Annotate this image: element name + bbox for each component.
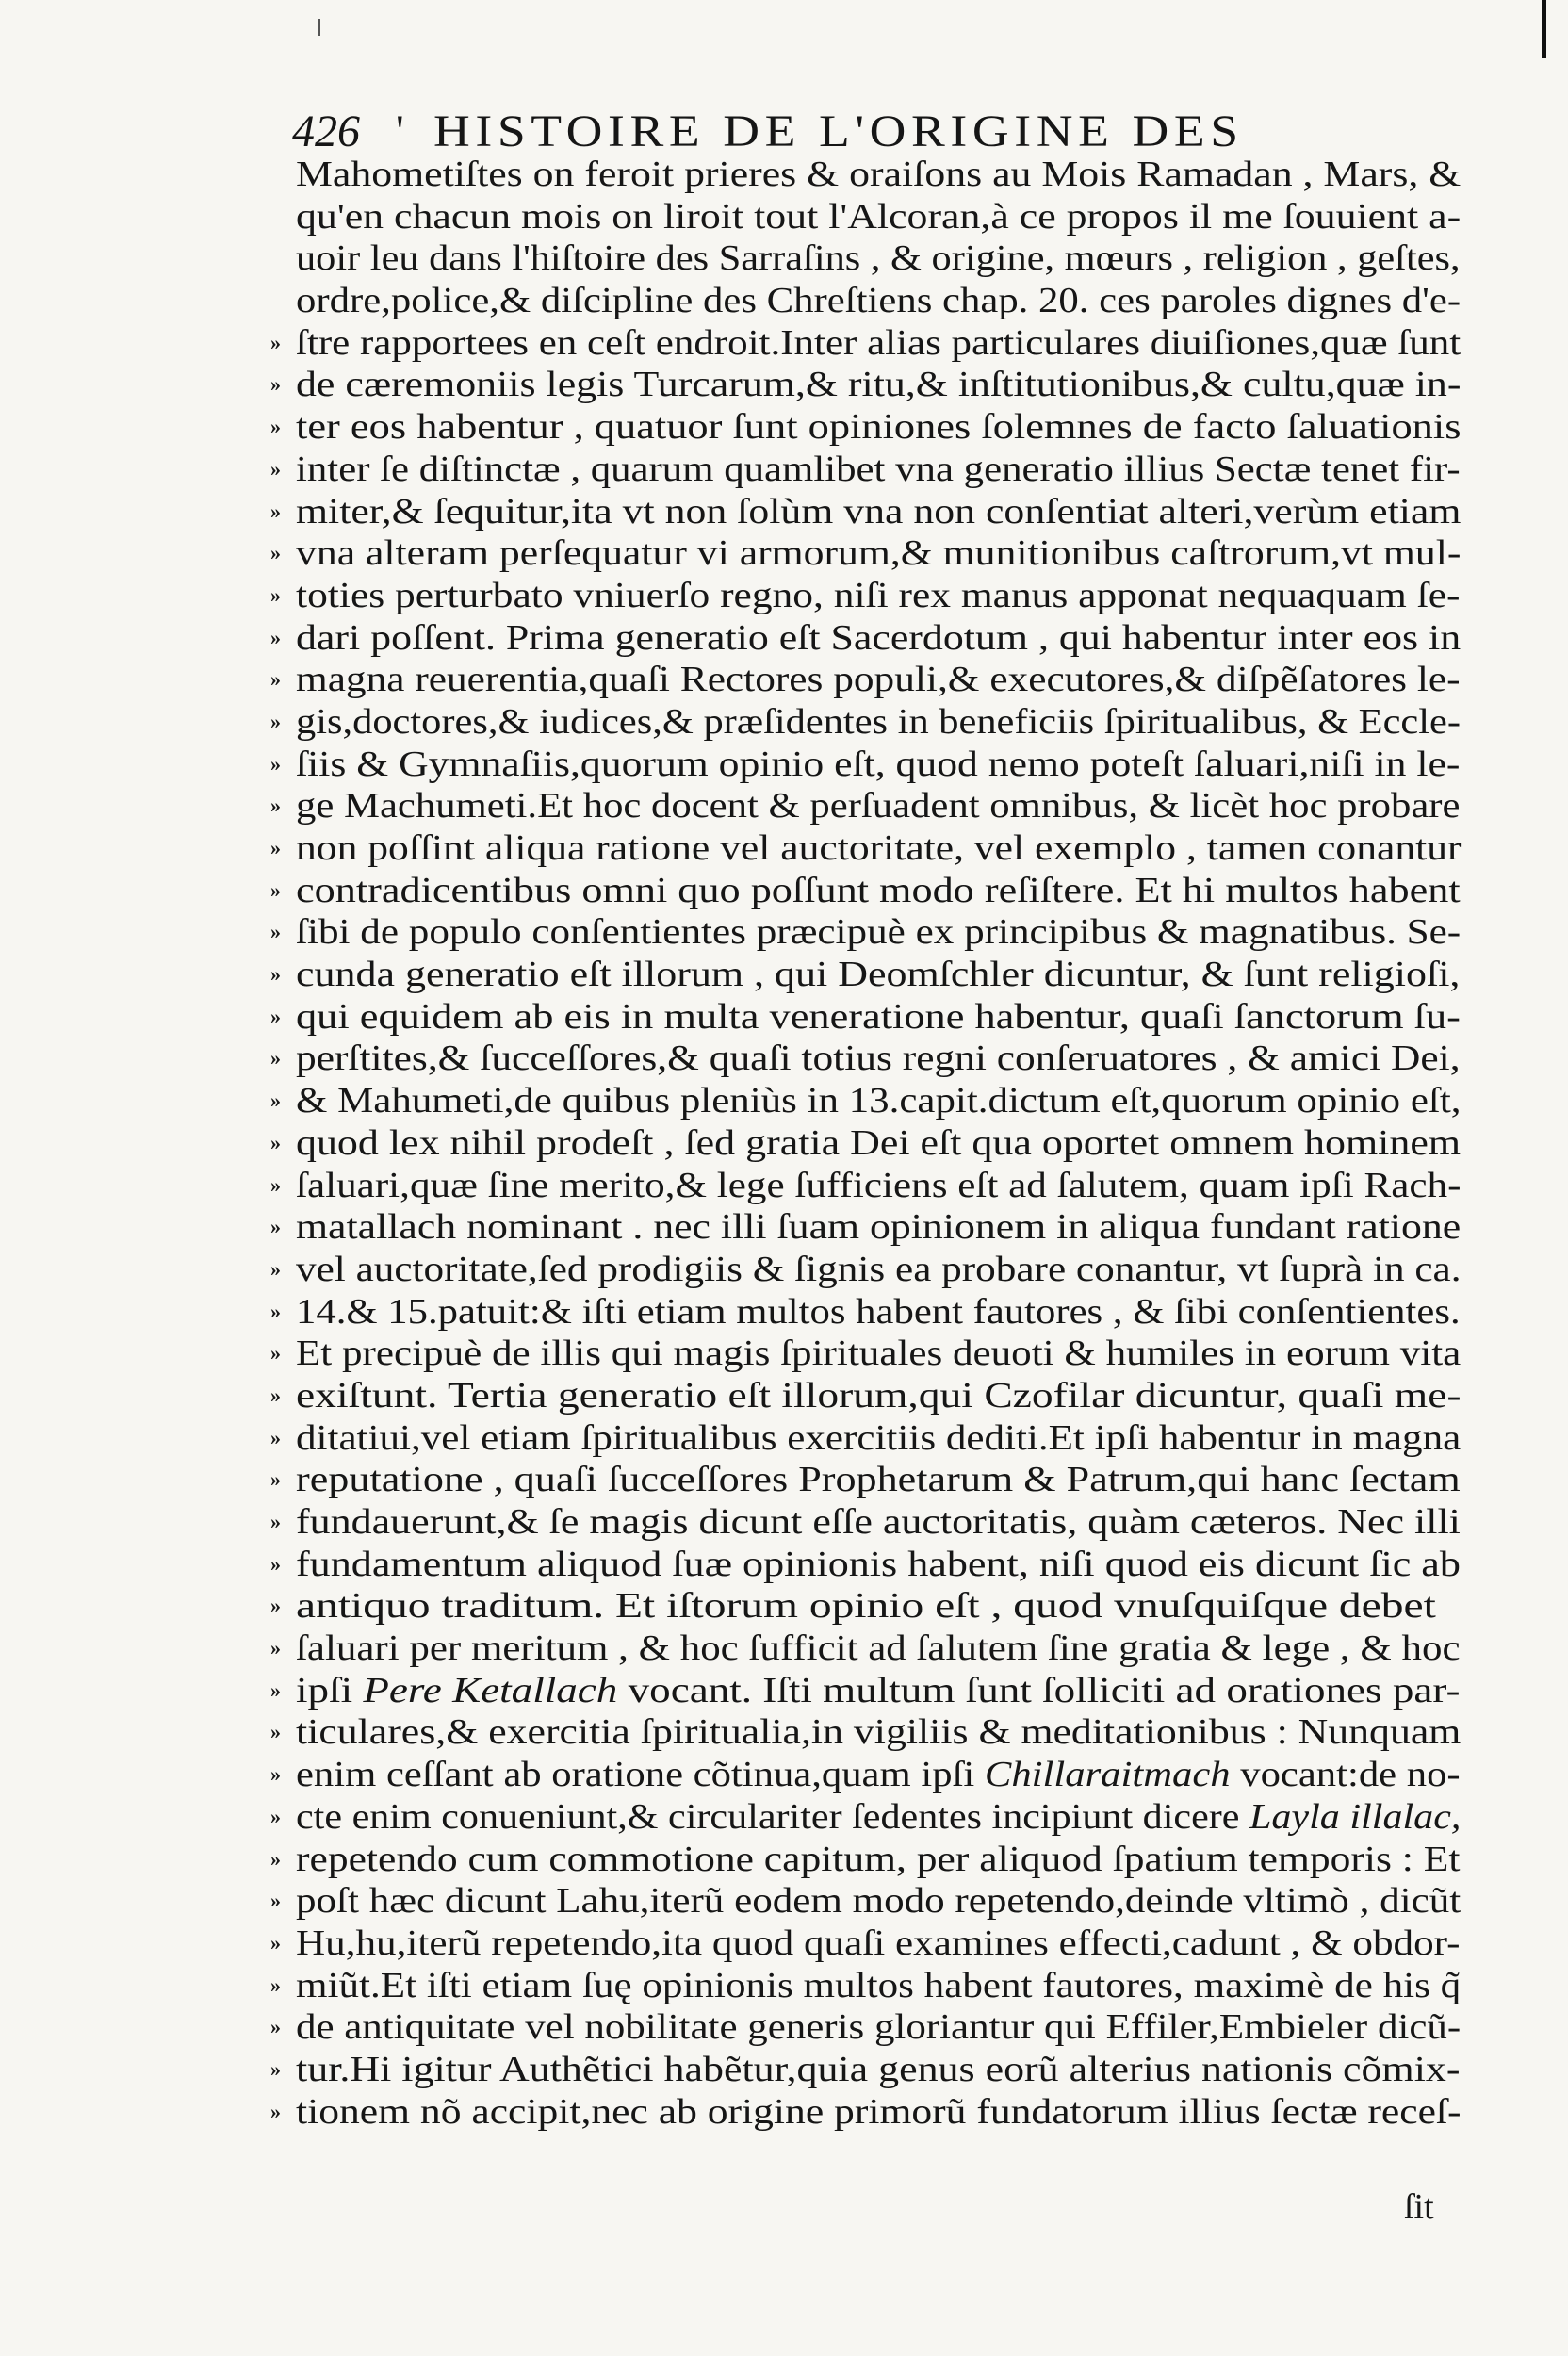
line-text (296, 1291, 1461, 1333)
page-edge-tick (318, 19, 320, 36)
quote-marker: » (270, 920, 281, 944)
line-text (296, 785, 1460, 827)
text-line (270, 364, 1462, 406)
quote-marker: » (270, 877, 281, 902)
quote-marker: » (270, 709, 281, 733)
text-run: ter eos habentur , quatuor ſunt opiniones ſolemnes de facto ſaluationis (296, 407, 1462, 448)
text-run: Mahometiſtes on feroit prieres & oraiſons au Mois Ramadan , Mars, & (296, 155, 1462, 194)
line-text (296, 237, 1461, 280)
text-run: quod lex nihil prodeſt , ſed gratia Dei eſt qua oportet omnem hominem (296, 1122, 1462, 1163)
text-run: repetendo cum commotione capitum, per aliquod ſpatium temporis : Et (296, 1839, 1461, 1879)
text-line (270, 1375, 1462, 1417)
line-text (296, 280, 1461, 322)
text-line (270, 491, 1462, 533)
text-line (270, 322, 1462, 365)
text-run: Et precipuè de illis qui magis ſpirituales deuoti & humiles in eorum vita (296, 1333, 1462, 1374)
quote-marker: » (270, 2015, 281, 2039)
text-run: ſibi de populo conſentientes præcipuè ex principibus & magnatibus. Se- (296, 912, 1462, 953)
text-run: qui equidem ab eis in multa veneratione habentur, quaſi ſanctorum ſu- (296, 996, 1461, 1037)
line-text (296, 1670, 1461, 1712)
line-text (296, 996, 1461, 1039)
quote-marker: » (270, 1467, 281, 1492)
quote-marker: » (270, 2056, 281, 2081)
text-line (270, 1122, 1462, 1165)
text-run: non poſſint aliqua ratione vel auctoritate, vel exemplo , tamen conantur (296, 828, 1462, 868)
page-edge-mark (1542, 0, 1546, 58)
text-line (283, 196, 1461, 238)
quote-marker: » (270, 1594, 281, 1618)
text-line (270, 449, 1461, 491)
line-text (296, 954, 1460, 996)
text-line (270, 1080, 1462, 1122)
text-run: poſt hæc dicunt Lahu,iterũ eodem modo repetendo,deinde vltimò , dicũt (296, 1881, 1462, 1922)
text-run: reputatione , quaſi ſucceſſores Prophetarum & Patrum,qui hanc ſectam (296, 1460, 1461, 1500)
text-run: exiſtunt. Tertia generatio eſt illorum,qui Czofilar dicuntur, quaſi me- (296, 1375, 1462, 1415)
quote-marker: » (270, 1299, 281, 1323)
text-line (270, 1291, 1461, 1333)
quote-marker: » (270, 751, 281, 776)
quote-marker: » (270, 625, 281, 649)
text-line (283, 237, 1461, 280)
text-run: matallach nominant . nec illi ſuam opinionem in aliqua fundant ratione (296, 1207, 1462, 1248)
quote-marker: » (270, 1256, 281, 1281)
text-line (270, 1796, 1462, 1839)
header-separator: ' (396, 106, 404, 156)
text-line (270, 1206, 1462, 1249)
line-text (296, 196, 1461, 238)
text-run: tur.Hi igitur Authẽtici habẽtur,quia genus eorũ alterius nationis cõmix- (296, 2049, 1461, 2089)
text-run: ticulares,& exercitia ſpiritualia,in vigiliis & meditationibus : Nunquam (296, 1712, 1462, 1753)
quote-marker: » (270, 372, 281, 397)
running-title: HISTOIRE DE L'ORIGINE DES (433, 106, 1244, 156)
text-run: cte enim conueniunt,& circulariter ſedentes incipiunt dicere (296, 1796, 1250, 1837)
quote-marker: » (270, 1720, 281, 1744)
line-text (296, 1080, 1462, 1122)
text-line (270, 1544, 1461, 1586)
quote-marker: » (270, 415, 281, 439)
text-run: ge Machumeti.Et hoc docent & perſuadent omnibus, & licèt hoc probare (296, 786, 1461, 826)
text-line (270, 1628, 1461, 1670)
text-run: magna reuerentia,quaſi Rectores populi,& executores,& diſpẽſatores le- (296, 660, 1461, 700)
text-line (270, 1711, 1462, 1754)
text-run: ſiis & Gymnaſiis,quorum opinio eſt, quod nemo poteſt ſaluari,niſi in le- (296, 744, 1461, 784)
text-line (283, 280, 1461, 322)
quote-marker: » (270, 2099, 281, 2123)
line-text (296, 1922, 1461, 1965)
line-text (296, 532, 1461, 575)
quote-marker: » (270, 1004, 281, 1028)
quote-marker: » (270, 1972, 281, 1997)
line-text (296, 870, 1461, 912)
line-text (296, 1206, 1461, 1249)
text-run: ditatiui,vel etiam ſpiritualibus exercitiis dediti.Et ipſi habentur in magna (296, 1417, 1462, 1458)
line-text (296, 659, 1461, 701)
line-text (296, 449, 1461, 491)
text-line (270, 1880, 1462, 1922)
text-run: enim ceſſant ab oratione cõtinua,quam ipſi (296, 1755, 985, 1795)
text-line (270, 701, 1462, 744)
line-text (296, 1754, 1461, 1796)
line-text (296, 1585, 1436, 1628)
text-run: tionem nõ accipit,nec ab origine primorũ fundatorum illius ſectæ receſ- (296, 2091, 1462, 2132)
page-header (292, 104, 1244, 160)
text-line (270, 1754, 1461, 1796)
text-run: de cæremoniis legis Turcarum,& ritu,& inſtitutionibus,& cultu,quæ in- (296, 365, 1462, 405)
body-text (270, 154, 1462, 2133)
quote-marker: » (270, 330, 281, 354)
line-text (296, 1038, 1461, 1080)
text-line (270, 575, 1461, 617)
quote-marker: » (270, 836, 281, 859)
quote-marker: » (270, 1172, 281, 1197)
text-run: antiquo traditum. Et iſtorum opinio eſt , quod vnuſquiſque debet (296, 1586, 1436, 1627)
text-line (270, 1839, 1461, 1881)
line-text (296, 1544, 1461, 1586)
text-run: cunda generatio eſt illorum , qui Deomſchler dicuntur, & ſunt religioſi, (296, 955, 1461, 995)
line-text (296, 827, 1462, 870)
quote-marker: » (270, 582, 281, 607)
quote-marker: » (270, 541, 281, 565)
text-run: vocant:de no- (1230, 1755, 1461, 1795)
line-text (296, 1501, 1461, 1544)
line-text (296, 1965, 1461, 2007)
quote-marker: » (270, 1130, 281, 1154)
text-line (270, 1333, 1462, 1375)
text-run: dari poſſent. Prima generatio eſt Sacerdotum , qui habentur inter eos in (296, 617, 1462, 658)
line-text (296, 2049, 1461, 2091)
line-text (296, 617, 1461, 660)
text-run: ordre,police,& diſcipline des Chreſtiens chap. 20. ces paroles dignes d'e- (296, 281, 1462, 321)
line-text (296, 1165, 1461, 1207)
text-run: ipſi (296, 1670, 364, 1710)
line-text (296, 744, 1460, 786)
line-text (296, 1880, 1461, 1922)
line-text (296, 1122, 1461, 1165)
text-line (270, 1501, 1461, 1544)
text-run: toties perturbato vniuerſo regno, niſi rex manus apponat nequaquam ſe- (296, 575, 1461, 615)
text-run: vna alteram perſequatur vi armorum,& munitionibus caſtrorum,vt mul- (296, 533, 1462, 574)
text-run: vocant. Iſti multum ſunt ſolliciti ad orationes par- (617, 1670, 1461, 1710)
text-line (270, 1249, 1462, 1291)
line-text (296, 1333, 1461, 1375)
quote-marker: » (270, 1677, 281, 1702)
line-text (296, 1249, 1462, 1291)
line-text (296, 1375, 1462, 1417)
text-line (270, 659, 1461, 701)
quote-marker: » (270, 1341, 281, 1366)
quote-marker: » (270, 1846, 281, 1871)
text-run: de antiquitate vel nobilitate generis gloriantur qui Effiler,Embieler dicũ- (296, 2007, 1462, 2048)
text-line (283, 154, 1461, 196)
text-run: fundauerunt,& ſe magis dicunt eſſe auctoritatis, quàm cæteros. Nec illi (296, 1502, 1461, 1542)
quote-marker: » (270, 1636, 281, 1661)
text-line (270, 532, 1462, 575)
text-line (270, 1417, 1462, 1460)
text-run: contradicentibus omni quo poſſunt modo reſiſtere. Et hi multos habent (296, 870, 1461, 910)
text-line (270, 1922, 1461, 1965)
quote-marker: » (270, 1425, 281, 1449)
line-text (296, 1417, 1461, 1460)
text-run: & Mahumeti,de quibus pleniùs in 13.capit.dictum eſt,quorum opinio eſt, (296, 1081, 1462, 1121)
line-text (296, 1628, 1461, 1670)
line-text (296, 364, 1461, 406)
text-run: vel auctoritate,ſed prodigiis & ſignis ea probare conantur, vt ſuprà in ca. (296, 1249, 1462, 1289)
text-run: perſtites,& ſucceſſores,& quaſi totius regni conſeruatores , & amici Dei, (296, 1039, 1461, 1079)
quote-marker: » (270, 499, 281, 523)
text-line (270, 1670, 1461, 1712)
text-run: miter,& ſequitur,ita vt non ſolùm vna non conſentiat alteri,verùm etiam (296, 491, 1462, 532)
quote-marker: » (270, 1762, 281, 1787)
quote-marker: » (270, 1046, 281, 1071)
text-run: uoir leu dans l'hiſtoire des Sarraſins , & origine, mœurs , religion , geſtes, (296, 238, 1461, 279)
line-text (296, 911, 1461, 954)
text-line (270, 911, 1462, 954)
text-line (270, 2091, 1462, 2134)
quote-marker: » (270, 1930, 281, 1955)
line-text (296, 1459, 1461, 1501)
quote-marker: » (270, 667, 281, 692)
text-line (270, 1965, 1462, 2007)
catchword: ſit (1404, 2187, 1434, 2227)
text-run: Hu,hu,iterũ repetendo,ita quod quaſi examines effecti,cadunt , & obdor- (296, 1922, 1461, 1963)
text-run: qu'en chacun mois on liroit tout l'Alcoran,à ce propos il me ſouuient a- (296, 196, 1462, 237)
line-text (296, 491, 1461, 533)
text-line (270, 1459, 1461, 1501)
text-line (270, 744, 1461, 786)
text-line (270, 2006, 1462, 2049)
quote-marker: » (270, 456, 281, 481)
text-line (270, 1038, 1461, 1080)
line-text (296, 1711, 1461, 1754)
line-text (296, 575, 1461, 617)
text-run: gis,doctores,& iudices,& præſidentes in beneficiis ſpiritualibus, & Eccle- (296, 701, 1462, 742)
text-run: ſaluari,quæ ſine merito,& lege ſufficiens eſt ad ſalutem, quam ipſi Rach- (296, 1165, 1462, 1205)
text-run: 14.& 15.patuit:& iſti etiam multos habent fautores , & ſibi conſentientes. (296, 1291, 1461, 1332)
text-run: miũt.Et iſti etiam ſuę opinionis multos habent fautores, maximè de his q̃ (296, 1965, 1462, 2005)
quote-marker: » (270, 1088, 281, 1113)
line-text (296, 406, 1461, 449)
text-line (270, 996, 1461, 1039)
text-line (270, 785, 1461, 827)
line-text (296, 1796, 1461, 1839)
line-text (296, 2006, 1461, 2049)
quote-marker: » (270, 1215, 281, 1239)
text-line (270, 827, 1462, 870)
italic-term: Chillaraitmach (984, 1755, 1231, 1795)
page-number: 426 (292, 106, 360, 156)
text-run: inter ſe diſtinctæ , quarum quamlibet vna generatio illius Sectæ tenet fir- (296, 449, 1461, 489)
text-run: fundamentum aliquod ſuæ opinionis habent, niſi quod eis dicunt ſic ab (296, 1544, 1461, 1584)
quote-marker: » (270, 1510, 281, 1533)
quote-marker: » (270, 1889, 281, 1913)
text-line (270, 1165, 1462, 1207)
text-line (270, 406, 1462, 449)
text-line (270, 954, 1461, 996)
quote-marker: » (270, 1804, 281, 1828)
italic-term: Layla illalac, (1249, 1796, 1462, 1837)
text-line (270, 2049, 1461, 2091)
text-run: ſaluari per meritum , & hoc ſufficit ad ſalutem ſine gratia & lege , & hoc (296, 1628, 1461, 1669)
line-text (296, 2091, 1462, 2134)
quote-marker: » (270, 962, 281, 987)
line-text (296, 154, 1461, 196)
line-text (296, 701, 1461, 744)
text-line (270, 870, 1461, 912)
quote-marker: » (270, 794, 281, 818)
line-text (296, 1839, 1460, 1881)
quote-marker: » (270, 1383, 281, 1407)
text-run: ſtre rapportees en ceſt endroit.Inter alias particulares diuiſiones,quæ ſunt (296, 322, 1462, 363)
text-line (270, 617, 1462, 660)
line-text (296, 322, 1461, 365)
italic-term: Pere Ketallach (363, 1670, 618, 1710)
quote-marker: » (270, 1551, 281, 1576)
text-line (270, 1585, 1461, 1628)
